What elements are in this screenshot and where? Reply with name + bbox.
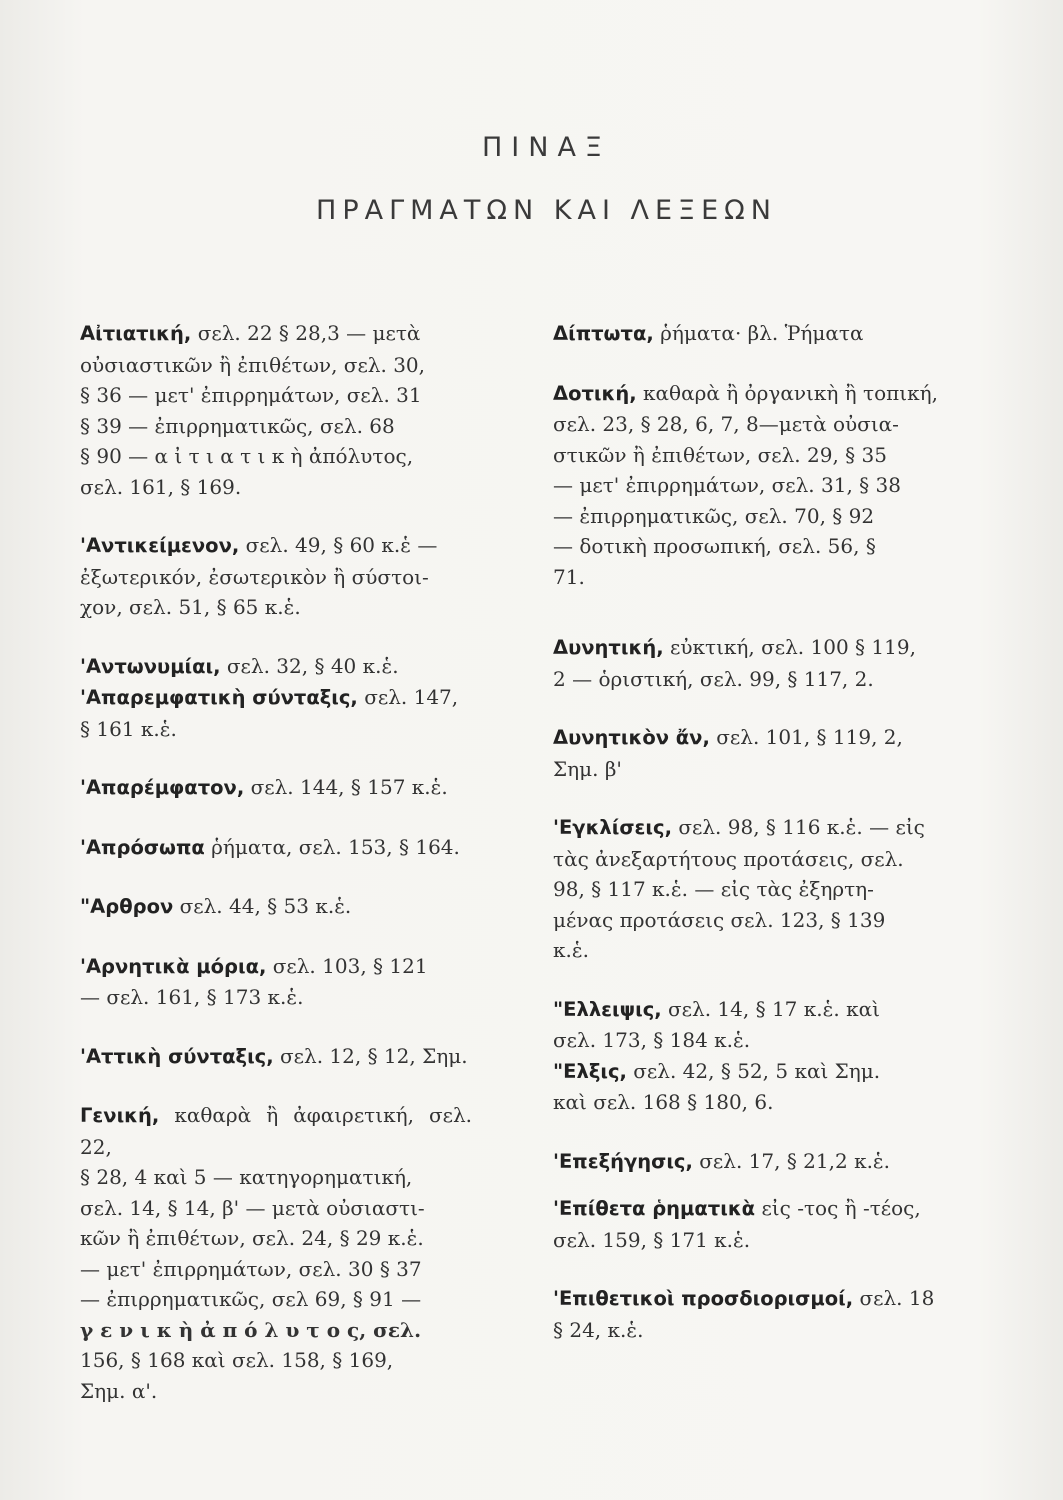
entry-term: "Ελξις, bbox=[553, 1059, 627, 1083]
entry-text: κ.ἑ. bbox=[553, 938, 589, 962]
right-column bbox=[553, 318, 953, 1345]
entry-term: Δυνητικὸν ἄν, bbox=[553, 726, 710, 749]
entry-term: 'Αττικὴ σύνταξις, bbox=[80, 1044, 274, 1068]
entry-text: § 161 κ.ἑ. bbox=[80, 716, 177, 741]
index-entry bbox=[553, 722, 953, 784]
entry-text: § 36 — μετ' ἐπιρρημάτων, σελ. 31 bbox=[80, 383, 422, 407]
entry-text: — ἐπιρρηματικῶς, σελ. 70, § 92 bbox=[553, 503, 875, 528]
index-entry bbox=[80, 651, 472, 683]
page-subtitle: ΠΡΑΓΜΑΤΩΝ ΚΑΙ ΛΕΞΕΩΝ bbox=[316, 195, 777, 226]
entry-text: γ ε ν ι κ ὴ ἀ π ό λ υ τ ο ς, σελ. bbox=[80, 1317, 422, 1342]
entry-text: § 24, κ.ἑ. bbox=[553, 1317, 644, 1342]
entry-term: "Αρθρον bbox=[80, 895, 174, 918]
entry-term: 'Επίθετα ῥηματικὰ bbox=[553, 1197, 756, 1220]
entry-text: μένας προτάσεις σελ. 123, § 139 bbox=[553, 907, 886, 932]
entry-text: κῶν ἢ ἐπιθέτων, σελ. 24, § 29 κ.ἑ. bbox=[80, 1226, 424, 1250]
entry-text: 71. bbox=[553, 564, 585, 589]
entry-text: στικῶν ἢ ἐπιθέτων, σελ. 29, § 35 bbox=[553, 442, 887, 467]
index-entry bbox=[553, 632, 953, 694]
entry-text: 156, § 168 καὶ σελ. 158, § 169, bbox=[80, 1348, 394, 1372]
index-entry bbox=[553, 994, 953, 1056]
page-title: ΠΙΝΑΞ bbox=[482, 132, 611, 163]
index-entry bbox=[553, 1146, 953, 1178]
index-entry bbox=[553, 318, 953, 350]
index-entry bbox=[80, 318, 472, 502]
entry-term: 'Επεξήγησις, bbox=[553, 1149, 693, 1173]
entry-term: Δοτική, bbox=[553, 381, 637, 405]
entry-text: σελ. 42, § 52, 5 καὶ Σημ. bbox=[633, 1058, 881, 1083]
index-entry bbox=[80, 530, 472, 623]
entry-text: σελ. 173, § 184 κ.ἑ. bbox=[553, 1028, 751, 1052]
entry-term: 'Αντωνυμίαι, bbox=[80, 654, 221, 678]
entry-text: 98, § 117 κ.ἑ. — εἰς τὰς ἐξηρτη- bbox=[553, 877, 874, 901]
entry-term: 'Αρνητικὰ μόρια, bbox=[80, 954, 267, 978]
index-entry bbox=[80, 1100, 472, 1406]
entry-text: § 90 — α ἰ τ ι α τ ι κ ὴ ἀπόλυτος, bbox=[80, 444, 414, 468]
entry-term: Δίπτωτα, bbox=[553, 322, 654, 345]
entry-text: σελ. 101, § 119, 2, bbox=[716, 725, 903, 749]
entry-text: σελ. 32, § 40 κ.ἑ. bbox=[226, 653, 399, 678]
entry-text: σελ. 103, § 121 bbox=[272, 953, 428, 978]
index-entry bbox=[553, 1193, 953, 1255]
entry-text: σελ. 161, § 169. bbox=[80, 474, 242, 499]
entry-text: καθαρὰ ἢ ὀργανικὴ ἢ τοπική, bbox=[643, 380, 938, 405]
entry-term: 'Απρόσωπα bbox=[80, 835, 205, 859]
entry-text: ἐξωτερικόν, ἐσωτερικὸν ἢ σύστοι- bbox=[80, 564, 429, 589]
index-entry bbox=[553, 378, 953, 593]
entry-term: Γενική, bbox=[80, 1104, 160, 1127]
entry-text: § 39 — ἐπιρρηματικῶς, σελ. 68 bbox=[80, 413, 395, 438]
entry-text: σελ. 14, § 17 κ.ἑ. καὶ bbox=[668, 996, 880, 1021]
entry-term: 'Απαρεμφατικὴ σύνταξις, bbox=[80, 686, 358, 709]
entry-text: εὐκτική, σελ. 100 § 119, bbox=[669, 635, 916, 659]
entry-text: σελ. 98, § 116 κ.ἑ. — εἰς bbox=[678, 815, 925, 839]
entry-term: 'Απαρέμφατον, bbox=[80, 776, 245, 799]
entry-text: — μετ' ἐπιρρημάτων, σελ. 30 § 37 bbox=[80, 1256, 422, 1281]
entry-text: ῥήματα, σελ. 153, § 164. bbox=[211, 834, 460, 859]
entry-text: σελ. 14, § 14, β' — μετὰ οὐσιαστι- bbox=[80, 1195, 425, 1220]
index-entry bbox=[553, 1283, 953, 1345]
entry-text: σελ. 144, § 157 κ.ἑ. bbox=[250, 775, 448, 799]
entry-text: σελ. 22 § 28,3 — μετὰ bbox=[197, 321, 421, 345]
entry-text: σελ. 23, § 28, 6, 7, 8—μετὰ οὐσια- bbox=[553, 412, 899, 436]
entry-text: — μετ' ἐπιρρημάτων, σελ. 31, § 38 bbox=[553, 473, 901, 497]
entry-text: — δοτικὴ προσωπική, σελ. 56, § bbox=[553, 534, 876, 558]
entry-text: — σελ. 161, § 173 κ.ἑ. bbox=[80, 985, 304, 1009]
entry-text: σελ. 17, § 21,2 κ.ἑ. bbox=[699, 1148, 891, 1173]
index-entry bbox=[553, 1056, 953, 1118]
index-entry bbox=[80, 1041, 472, 1073]
entry-text: Σημ. α'. bbox=[80, 1378, 158, 1403]
entry-text: χον, σελ. 51, § 65 κ.ἑ. bbox=[80, 595, 301, 619]
index-entry bbox=[80, 832, 472, 864]
entry-term: "Ελλειψις, bbox=[553, 997, 662, 1021]
entry-text: ῥήματα· βλ. Ῥήματα bbox=[660, 321, 864, 345]
entry-term: 'Επιθετικοὶ προσδιορισμοί, bbox=[553, 1287, 854, 1310]
entry-text: καὶ σελ. 168 § 180, 6. bbox=[553, 1090, 774, 1114]
entry-text: τὰς ἀνεξαρτήτους προτάσεις, σελ. bbox=[553, 846, 904, 871]
entry-term: 'Αντικείμενον, bbox=[80, 534, 240, 557]
entry-term: Δυνητική, bbox=[553, 636, 664, 659]
entry-text: σελ. 159, § 171 κ.ἑ. bbox=[553, 1227, 751, 1252]
left-column bbox=[80, 318, 472, 1406]
entry-text: εἰς -τος ἢ -τέος, bbox=[761, 1196, 921, 1220]
index-entry bbox=[80, 891, 472, 923]
index-entry bbox=[553, 812, 953, 966]
entry-text: Σημ. β' bbox=[553, 756, 622, 781]
entry-text: — ἐπιρρηματικῶς, σελ 69, § 91 — bbox=[80, 1287, 422, 1311]
entry-text: οὐσιαστικῶν ἢ ἐπιθέτων, σελ. 30, bbox=[80, 352, 425, 377]
entry-text: σελ. 12, § 12, Σημ. bbox=[280, 1043, 468, 1068]
index-entry bbox=[80, 772, 472, 804]
entry-term: Αἰτιατική, bbox=[80, 322, 192, 345]
entry-text: § 28, 4 καὶ 5 — κατηγορηματική, bbox=[80, 1165, 413, 1189]
entry-text: σελ. 18 bbox=[859, 1286, 935, 1310]
entry-text: σελ. 44, § 53 κ.ἑ. bbox=[179, 894, 352, 918]
entry-term: 'Εγκλίσεις, bbox=[553, 816, 672, 839]
entry-text: σελ. 49, § 60 κ.ἑ — bbox=[245, 533, 438, 557]
entry-text: σελ. 147, bbox=[364, 685, 459, 709]
index-entry bbox=[80, 951, 472, 1013]
index-entry bbox=[80, 682, 472, 744]
entry-text: καθαρὰ ἢ ἀφαιρετική, σελ. 22, bbox=[80, 1103, 472, 1159]
entry-text: 2 — ὁριστική, σελ. 99, § 117, 2. bbox=[553, 666, 874, 691]
